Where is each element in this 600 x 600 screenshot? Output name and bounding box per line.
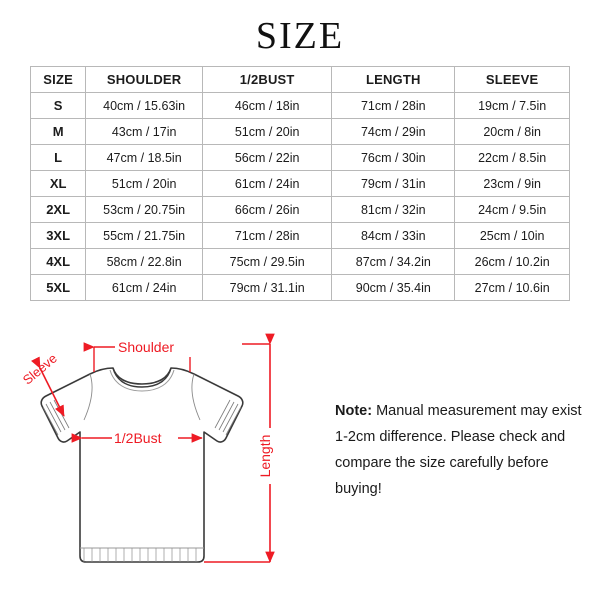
cell-shoulder: 55cm / 21.75in [86,223,203,249]
table-row [31,119,570,145]
cell-shoulder: 40cm / 15.63in [86,93,203,119]
column-header-sleeve: SLEEVE [455,67,570,93]
cell-sleeve: 27cm / 10.6in [455,275,570,301]
bust-label: 1/2Bust [114,430,162,446]
cell-length: 79cm / 31in [332,171,455,197]
table-row [31,145,570,171]
cell-length: 71cm / 28in [332,93,455,119]
cell-sleeve: 20cm / 8in [455,119,570,145]
cell-shoulder: 47cm / 18.5in [86,145,203,171]
column-header-shoulder: SHOULDER [86,67,203,93]
cell-size: 4XL [31,249,86,275]
cell-length: 84cm / 33in [332,223,455,249]
cell-length: 76cm / 30in [332,145,455,171]
cell-sleeve: 19cm / 7.5in [455,93,570,119]
cell-shoulder: 58cm / 22.8in [86,249,203,275]
cell-bust: 51cm / 20in [203,119,332,145]
table-row [31,275,570,301]
cell-length: 87cm / 34.2in [332,249,455,275]
cell-sleeve: 22cm / 8.5in [455,145,570,171]
cell-sleeve: 25cm / 10in [455,223,570,249]
length-measure-arrow [204,344,282,562]
size-table [30,66,570,301]
cell-length: 90cm / 35.4in [332,275,455,301]
tshirt-illustration [41,368,243,562]
shoulder-label: Shoulder [118,339,175,355]
cell-size: 3XL [31,223,86,249]
cell-sleeve: 26cm / 10.2in [455,249,570,275]
table-row [31,223,570,249]
cell-bust: 61cm / 24in [203,171,332,197]
sleeve-label: Sleeve [19,350,60,388]
cell-size: L [31,145,86,171]
cell-sleeve: 24cm / 9.5in [455,197,570,223]
table-row [31,249,570,275]
cell-size: 5XL [31,275,86,301]
table-row [31,197,570,223]
cell-bust: 79cm / 31.1in [203,275,332,301]
cell-bust: 66cm / 26in [203,197,332,223]
column-header-bust: 1/2BUST [203,67,332,93]
table-header-row [31,67,570,93]
table-row [31,93,570,119]
cell-size: 2XL [31,197,86,223]
cell-length: 81cm / 32in [332,197,455,223]
tshirt-measurement-diagram [18,320,318,592]
cell-size: XL [31,171,86,197]
cell-length: 74cm / 29in [332,119,455,145]
note-label: Note: [335,403,373,419]
cell-bust: 46cm / 18in [203,93,332,119]
page-title: SIZE [255,15,345,57]
cell-shoulder: 61cm / 24in [86,275,203,301]
column-header-size: SIZE [31,67,86,93]
table-row [31,171,570,197]
note-text: Manual measurement may exist 1-2cm difference. Please check and compare the size carefully before buying! [335,403,582,497]
cell-shoulder: 43cm / 17in [86,119,203,145]
cell-bust: 71cm / 28in [203,223,332,249]
cell-shoulder: 51cm / 20in [86,171,203,197]
cell-shoulder: 53cm / 20.75in [86,197,203,223]
cell-size: S [31,93,86,119]
cell-size: M [31,119,86,145]
length-label: Length [257,434,273,478]
shoulder-measure-arrow [94,337,193,372]
measurement-note [335,398,585,502]
cell-sleeve: 23cm / 9in [455,171,570,197]
cell-bust: 56cm / 22in [203,145,332,171]
cell-bust: 75cm / 29.5in [203,249,332,275]
column-header-length: LENGTH [332,67,455,93]
